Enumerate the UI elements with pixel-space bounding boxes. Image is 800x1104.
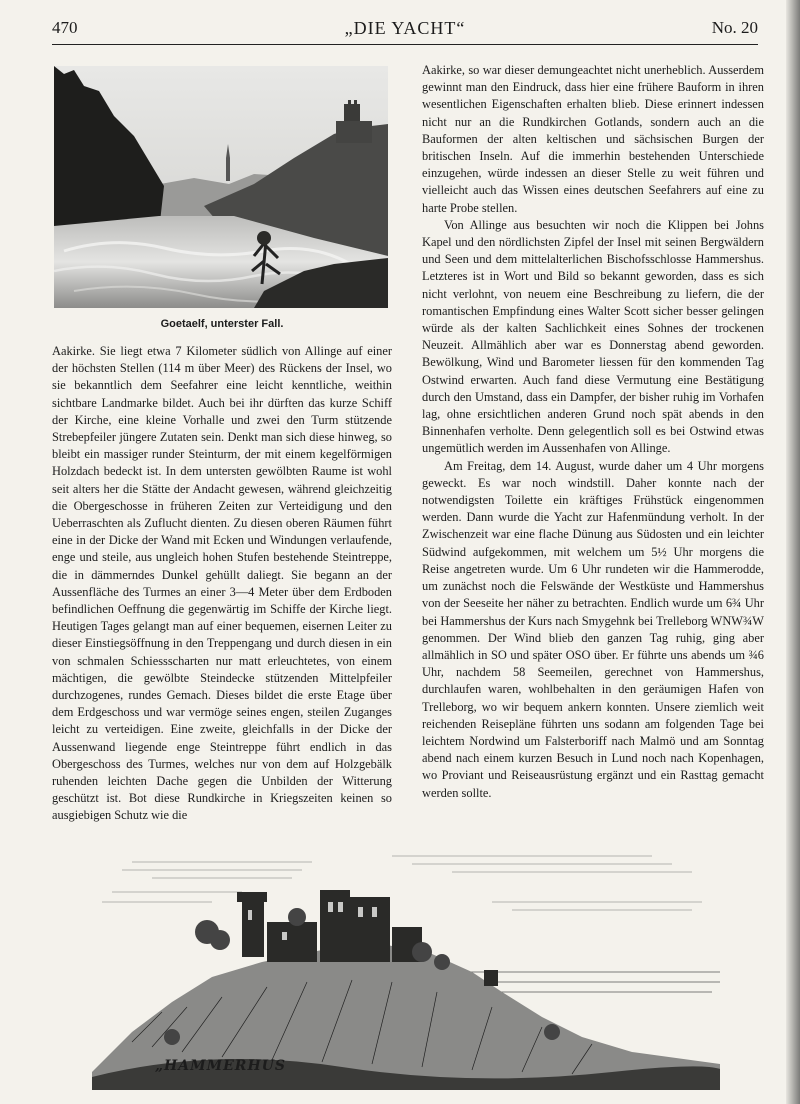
waterfall-photo bbox=[54, 66, 388, 308]
right-paragraph: Am Freitag, dem 14. August, wurde daher um 4 Uhr morgens geweckt. Es war noch windstill. Daher konnte nach der notwendigsten Toilette ein kräftiges Frühstück eingenommen werden. Dann wurde die Yacht zur Hafenmündung verholt. In der Zwischenzeit war eine flache Dünung aus Südosten und ein leichter Südwind aufgekommen, mit welchem um 5½ Uhr morgens die Reise angetreten wurde. Um 6 Uhr rundeten wir die Hammerodde, um zunächst noch die Felswände der Westküste und Hammershus von der Seeseite her näher zu betrachten. Endlich wurde um 6¾ Uhr bei Hammershus der Kurs nach Smygehnk bei Trelleborg WNW¾W genommen. Der Wind blieb den ganzen Tag ruhig, ging aber allmählich in SO und später OSO über. Er führte uns abends um ¾6 Uhr, nachdem 58 Seemeilen, gerechnet von Hammershus, durchlaufen waren, wohlbehalten in den geräumigen Hafen von Trelleborg, wo wir bequem ankern konnten. Unsere ziemlich weit reichenden Reisepläne führten uns sodann am folgenden Tage bei leichtem Nordwind um Falsterboriff nach Malmö und am Sonntag abend nach einem kurzen Besuch in Lund noch nach Kopenhagen, wo Proviant und Reiseausrüstung ergänzt und ein Rasttag gemacht werden sollte. bbox=[422, 458, 764, 800]
right-paragraph: Aakirke, so war dieser demungeachtet nicht unerheblich. Ausserdem gewinnt man den Eindruck, dass hier eine frühere Bauform in ihren wesentlichen Eigenschaften erhalten blieb. Diese erinnert indessen nicht nur an die Rundkirchen Gotlands, sondern auch an die Bauformen der alten keltischen und sächsischen Burgen der britischen Inseln. Auf die immerhin bestehenden Unterschiede einzugehen, würde indessen an dieser Stelle zu weit führen und vielleicht auch das Wissen eines deutschen Seefahrers auf eine zu harte Probe stellen. bbox=[422, 63, 764, 215]
castle-ruin-drawing bbox=[92, 832, 720, 1090]
right-paragraph: Von Allinge aus besuchten wir noch die Klippen bei Johns Kapel und den nördlichsten Zipfel der Insel mit seinen Bergwäldern und Seen und dem mittelalterlichen Bischofsschlosse Hammershus. Letzteres ist in Wort und Bild so bekannt geworden, dass es sich nicht verlohnt, von neuem eine Beschreibung zu liefern, die der romantischen Empfindung eines Walter Scott sicher besser gelingen würde als der kalten Sachlichkeit eines Sohnes der trockenen Neuzeit. Allmählich aber war es Donnerstag abend geworden. Bewölkung, Wind und Barometer liessen für den kommenden Tag Ostwind erwarten. Auch fand diese Vermutung eine Bestätigung durch den Umstand, dass ein Dampfer, der bisher ruhig im Vorhafen lag, ohne ersichtlichen anderen Grund noch spät abends in den Binnenhafen verholte. Denn gelegentlich soll es bei Ostwind etwas ungemütlich werden im Aussenhafen von Allinge. bbox=[422, 217, 764, 456]
left-column bbox=[52, 343, 392, 825]
header-rule bbox=[52, 44, 758, 45]
photo-caption: Goetaelf, unterster Fall. bbox=[160, 318, 284, 330]
binding-shadow bbox=[786, 0, 800, 1104]
page-number: 470 bbox=[52, 18, 78, 37]
page-header bbox=[52, 18, 758, 44]
issue-number: No. 20 bbox=[711, 18, 758, 37]
left-paragraph: Aakirke. Sie liegt etwa 7 Kilometer südlich von Allinge auf einer der höchsten Stellen (114 m über Meer) des Rückens der Insel, wo sie bekanntlich dem Seefahrer eine leicht kenntliche, weithin sichtbare Landmarke bildet. Auch bei ihr dürften das kurze Schiff der Kirche, eine kleine Vorhalle und zwei den Turm stützende Strebepfeiler jüngere Zutaten sein. Denkt man sich diese hinweg, so bleibt ein massiger runder Steinturm, der mit einem kegelförmigen Holzdach bedeckt ist. In dem untersten gewölbten Raume ist wohl seit alters her die Stätte der Andacht gewesen, während gleichzeitig die Obergeschosse in früheren Zeiten zur Verteidigung und den Ueberraschten als Zuflucht dienten. Zu diesen oberen Räumen führt eine in der Dicke der Wand mit Ecken und Windungen verlaufende, enge und steile, aus ungleich hohen Stufen bestehende Steintreppe, die in dämmerndes Dunkel gehüllt daliegt. Sie begann an der Aussenfläche des Turmes an einer 3—4 Meter über dem Erdboden befindlichen Oeffnung die gegenwärtig im Schiffe der Kirche liegt. Heutigen Tages gelangt man auf einer bequemen, eisernen Leiter zu dieser Einstiegsöffnung in den Treppengang und durch diesen in ein von schmalen Schiessscharten nur matt erleuchtetes, von einem mächtigen, die gewölbte Steindecke stützenden Mittelpfeiler durchzogenes, rundes Gemach. Dieses bildet die erste Etage über dem Erdgeschoss und war vermöge seines engen, steilen Zuganges leicht zu verteidigen. Eine zweite, gleichfalls in der Dicke der Aussenwand liegende enge Steintreppe führt endlich in das Obergeschoss des Turmes, welches nur von dem auf Holzgebälk ruhenden leichten Dache gegen die Unbilden der Witterung geschützt ist. Bot diese Rundkirche in Kriegszeiten keinen so ausgiebigen Schutz wie die bbox=[52, 344, 392, 823]
right-column bbox=[422, 62, 764, 802]
drawing-label: „HAMMERHUS bbox=[155, 1058, 286, 1074]
journal-title: „DIE YACHT“ bbox=[344, 18, 466, 38]
